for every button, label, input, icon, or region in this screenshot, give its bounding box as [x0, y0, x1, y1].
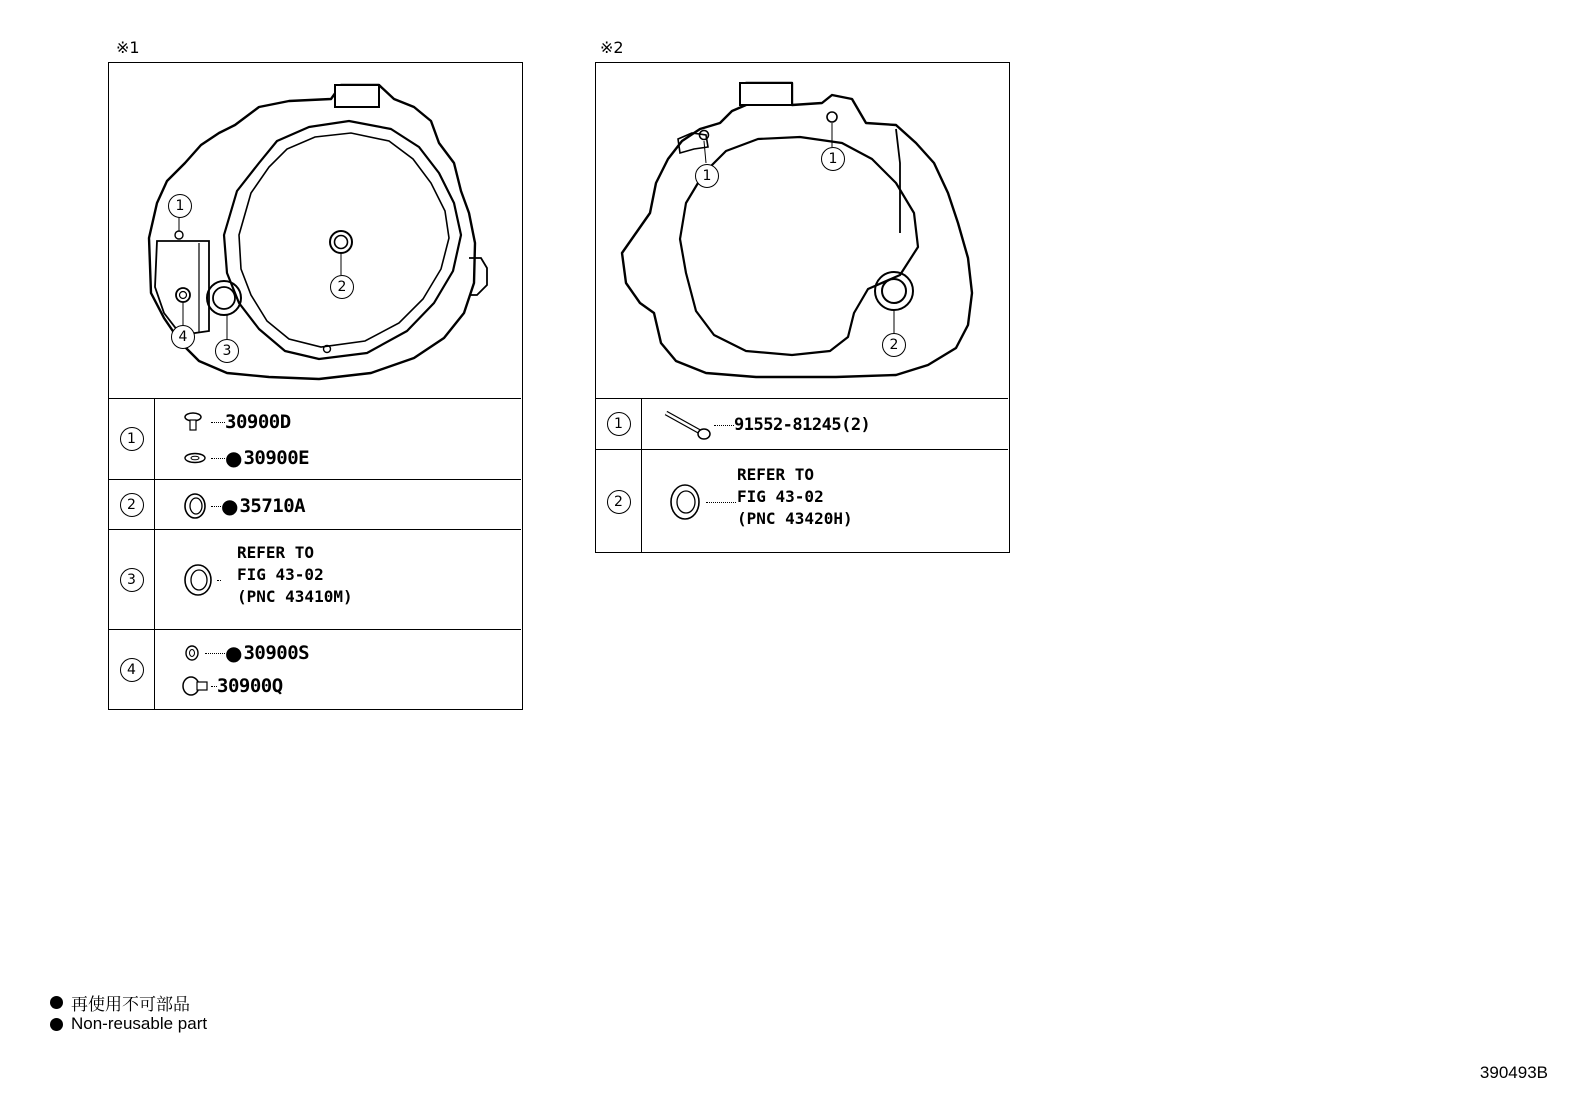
panel-2	[595, 62, 1010, 553]
callout-1: 1	[695, 164, 719, 188]
legend-japanese	[50, 990, 190, 1015]
oil-seal-icon	[666, 482, 706, 522]
oil-seal-icon	[181, 492, 211, 520]
row-number: 4	[120, 658, 144, 682]
part-code: 30900E	[243, 447, 310, 469]
non-reusable-bullet: ●	[221, 494, 239, 518]
part-35710A	[181, 492, 305, 520]
callout-2: 2	[882, 333, 906, 357]
table-row	[109, 399, 521, 480]
part-code: 91552-81245(2)	[734, 415, 871, 435]
refer-line: FIG 43-02	[237, 565, 324, 584]
legend-english	[50, 1014, 207, 1034]
non-reusable-bullet: ●	[225, 641, 243, 665]
bullet-icon	[50, 1018, 63, 1031]
table-row	[109, 630, 521, 710]
non-reusable-bullet: ●	[225, 446, 243, 470]
part-30900D	[183, 411, 291, 433]
part-code: 30900Q	[217, 675, 283, 697]
row-number: 2	[120, 493, 144, 517]
washer-icon	[183, 451, 211, 465]
legend-text: Non-reusable part	[71, 1014, 208, 1033]
table-row	[596, 399, 1008, 450]
callout-1: 1	[168, 194, 192, 218]
panel-1-label: ※1	[116, 38, 140, 57]
part-code: 30900S	[243, 642, 310, 664]
part-30900E	[183, 447, 309, 469]
panel-2-parts-table	[596, 398, 1008, 553]
refer-seal	[181, 562, 221, 598]
refer-line: FIG 43-02	[737, 487, 824, 506]
table-row	[596, 450, 1008, 553]
refer-seal	[666, 482, 736, 522]
panel-2-transaxle-drawing	[596, 63, 1008, 398]
part-code: 30900D	[225, 411, 291, 433]
row-number: 2	[607, 490, 631, 514]
plug-bolt-icon	[183, 411, 211, 433]
callout-2: 2	[330, 275, 354, 299]
row-number: 1	[607, 412, 631, 436]
table-row	[109, 480, 521, 530]
panel-1-parts-table	[109, 398, 521, 710]
panel-1-transaxle-drawing	[109, 63, 521, 398]
callout-3: 3	[215, 339, 239, 363]
callout-1: 1	[821, 147, 845, 171]
refer-line: REFER TO	[237, 543, 315, 562]
bolt-icon	[662, 409, 714, 441]
row-number: 3	[120, 568, 144, 592]
refer-note	[737, 464, 853, 530]
refer-line: REFER TO	[737, 465, 815, 484]
gasket-icon	[183, 644, 205, 662]
part-30900S	[183, 642, 309, 664]
part-91552-81245	[662, 409, 870, 441]
callout-4: 4	[171, 325, 195, 349]
panel-1	[108, 62, 523, 710]
part-code: 35710A	[239, 495, 306, 517]
refer-note	[237, 542, 353, 608]
refer-line: (PNC 43420H)	[737, 509, 853, 528]
oil-seal-icon	[181, 562, 217, 598]
legend-text: 再使用不可部品	[71, 995, 190, 1014]
bullet-icon	[50, 996, 63, 1009]
row-number: 1	[120, 427, 144, 451]
panel-2-label: ※2	[600, 38, 624, 57]
part-30900Q	[181, 674, 283, 698]
figure-number: 390493B	[1479, 1063, 1548, 1082]
table-row	[109, 530, 521, 630]
drain-plug-icon	[181, 674, 211, 698]
refer-line: (PNC 43410M)	[237, 587, 353, 606]
